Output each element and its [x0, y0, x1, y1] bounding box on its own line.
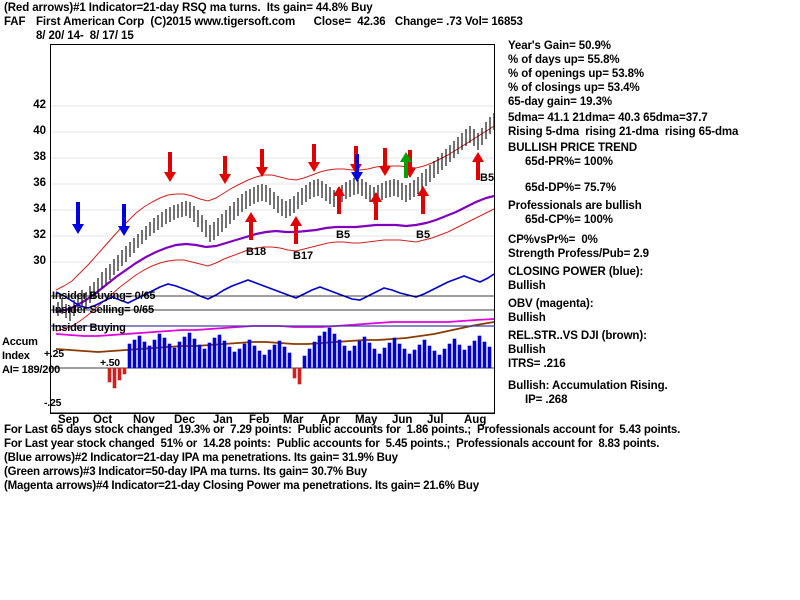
- cp-vs-pr: CP%vsPr%= 0%: [508, 234, 598, 246]
- accum-minus25-label: -.25: [44, 397, 62, 409]
- insider-buying-label-2: Insider Buying: [52, 322, 126, 334]
- annotation-b18: B18: [246, 246, 267, 258]
- trend-title: BULLISH PRICE TREND: [508, 142, 638, 154]
- red-up-arrows: [245, 152, 484, 244]
- closing-power-value: Bullish: [508, 280, 546, 292]
- xtick-jul: Jul: [427, 414, 444, 426]
- annotation-b17: B17: [293, 250, 314, 262]
- xtick-aug: Aug: [464, 414, 487, 426]
- xtick-feb: Feb: [249, 414, 270, 426]
- accum-plus50-label: +.50: [100, 357, 120, 369]
- annotation-b5-3: B5: [416, 229, 431, 241]
- stat-days-up: % of days up= 55.8%: [508, 54, 620, 66]
- ytick-42: 42: [33, 99, 46, 111]
- header-line-3: 8/ 20/ 14- 8/ 17/ 15: [36, 30, 134, 42]
- ytick-34: 34: [33, 203, 46, 215]
- annotation-b5-4: B5: [480, 172, 495, 184]
- footer-line-4: (Green arrows)#3 Indicator=50-day IPA ma turns. Its gain= 30.7% Buy: [4, 466, 368, 478]
- xtick-apr: Apr: [320, 414, 340, 426]
- xtick-jun: Jun: [392, 414, 413, 426]
- index-label: Index: [2, 350, 30, 362]
- obv-title: OBV (magenta):: [508, 298, 594, 310]
- ai-label: AI= 189/200: [2, 364, 61, 376]
- price-chart: [33, 44, 495, 414]
- obv-value: Bullish: [508, 312, 546, 324]
- footer-line-1: For Last 65 days stock changed 19.3% or 7.29 points: Public accounts for 1.86 points.; Professionals account for 5.43 points.: [4, 424, 681, 436]
- relstr-value: Bullish: [508, 344, 546, 356]
- ma-line-2: Rising 5-dma rising 21-dma rising 65-dma: [508, 126, 739, 138]
- accum-title: Bullish: Accumulation Rising.: [508, 380, 668, 392]
- xtick-nov: Nov: [133, 414, 155, 426]
- stat-closings-up: % of closings up= 53.4%: [508, 82, 640, 94]
- annotation-b5-2: B5: [336, 229, 351, 241]
- closing-power-title: CLOSING POWER (blue):: [508, 266, 644, 278]
- ytick-30: 30: [33, 255, 46, 267]
- xtick-dec: Dec: [174, 414, 196, 426]
- header-line-2: First American Corp (C)2015 www.tigersoft.com Close= 42.36 Change= .73 Vol= 16853: [36, 16, 523, 28]
- red-arrows: [164, 144, 416, 184]
- relstr-title: REL.STR..VS DJI (brown):: [508, 330, 647, 342]
- ma-line-1: 5dma= 41.1 21dma= 40.3 65dma=37.7: [508, 112, 708, 124]
- pros-value: 65d-CP%= 100%: [525, 214, 613, 226]
- xtick-oct: Oct: [93, 414, 113, 426]
- accum-label: Accum: [2, 336, 38, 348]
- stat-65day-gain: 65-day gain= 19.3%: [508, 96, 612, 108]
- xtick-may: May: [355, 414, 378, 426]
- xtick-jan: Jan: [213, 414, 233, 426]
- stat-years-gain: Year's Gain= 50.9%: [508, 40, 611, 52]
- accum-bars-negative: [108, 368, 301, 388]
- ytick-36: 36: [33, 177, 46, 189]
- dp-value: 65d-DP%= 75.7%: [525, 182, 616, 194]
- trend-value: 65d-PR%= 100%: [525, 156, 613, 168]
- insider-selling-label: Insider Selling= 0/65: [52, 304, 154, 316]
- footer-line-2: For Last year stock changed 51% or 14.28 points: Public accounts for 5.45 points.; Professionals account for 8.83 points.: [4, 438, 660, 450]
- footer-line-5: (Magenta arrows)#4 Indicator=21-day Closing Power ma penetrations. Its gain= 21.6% Buy: [4, 480, 479, 492]
- accum-plus25-label: +.25: [44, 348, 64, 360]
- insider-buying-label: Insider Buying= 0/65: [52, 290, 156, 302]
- footer-line-3: (Blue arrows)#2 Indicator=21-day IPA ma penetrations. Its gain= 31.9% Buy: [4, 452, 398, 464]
- pros-title: Professionals are bullish: [508, 200, 642, 212]
- ytick-38: 38: [33, 151, 46, 163]
- ytick-32: 32: [33, 229, 46, 241]
- strength-prof-pub: Strength Profess/Pub= 2.9: [508, 248, 649, 260]
- accum-ip-value: IP= .268: [525, 394, 568, 406]
- xtick-sep: Sep: [58, 414, 80, 426]
- header-symbol: FAF: [4, 16, 26, 28]
- itrs-value: ITRS= .216: [508, 358, 566, 370]
- ytick-40: 40: [33, 125, 46, 137]
- stat-openings-up: % of openings up= 53.8%: [508, 68, 645, 80]
- xtick-mar: Mar: [283, 414, 304, 426]
- header-line-1: (Red arrows)#1 Indicator=21-day RSQ ma turns. Its gain= 44.8% Buy: [4, 2, 373, 14]
